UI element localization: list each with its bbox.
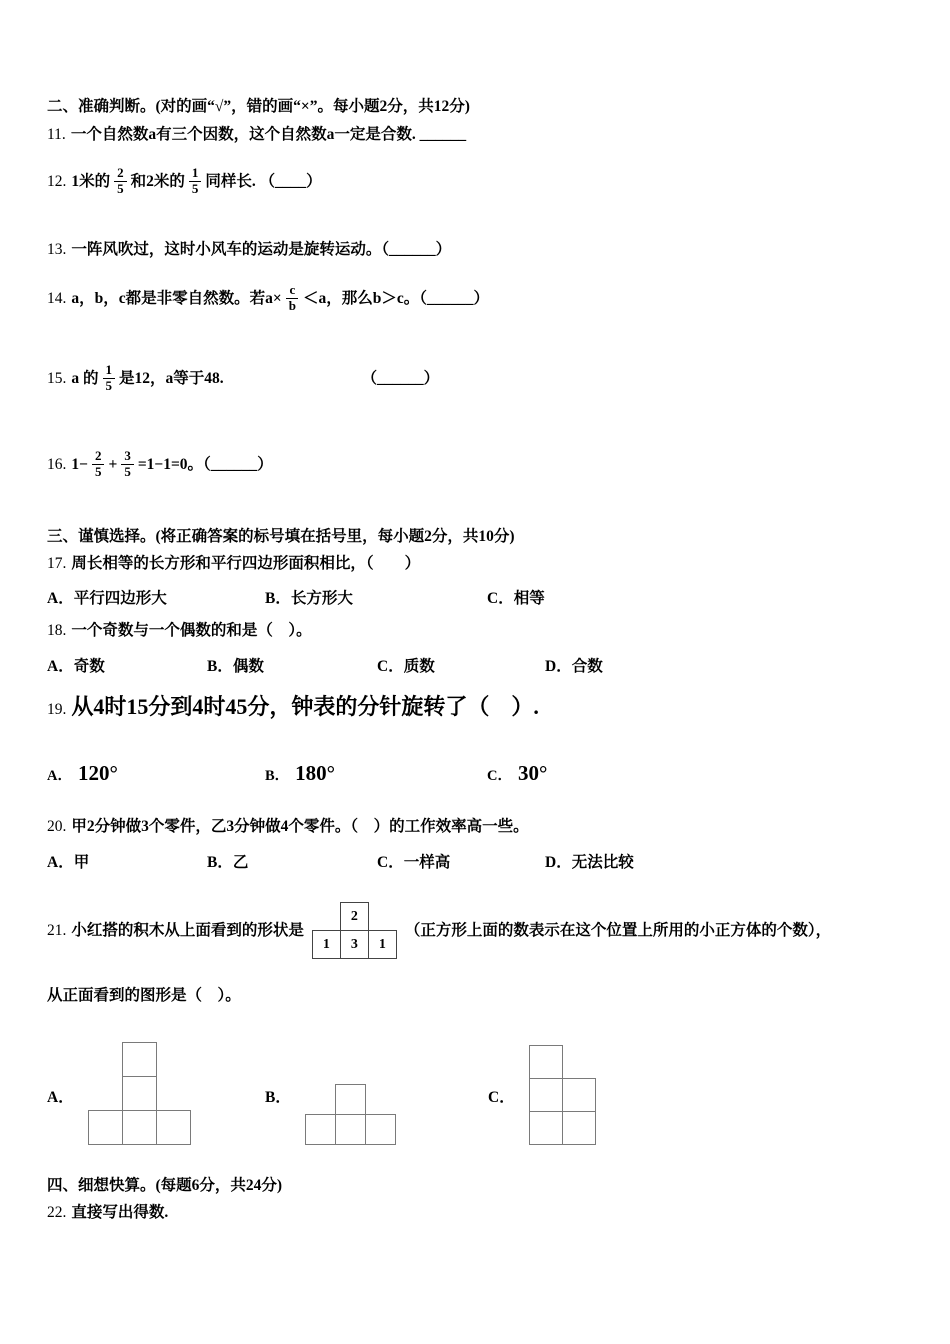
option-a: A． 120°: [47, 761, 118, 785]
question-22: [47, 1202, 905, 1223]
question-text: （正方形上面的数表示在这个位置上所用的小正方体的个数），: [404, 922, 832, 939]
question-19-options: [47, 761, 905, 786]
fraction: $\frac{c}{b}$: [286, 283, 299, 314]
question-text: 从正面看到的图形是（ ）。: [47, 987, 241, 1004]
answer-blank: （______）: [361, 369, 440, 387]
question-number: 18.: [47, 622, 67, 639]
fraction: $\frac{1}{5}$: [189, 166, 202, 197]
top-view-diagram: 2 1 3 1: [312, 902, 397, 959]
question-15: [47, 356, 905, 400]
question-number: 17.: [47, 555, 67, 572]
question-20-options: [47, 850, 905, 872]
option-b: B．乙: [207, 854, 249, 871]
question-text: 是12，a等于48.: [119, 369, 224, 387]
question-14: [47, 276, 905, 320]
question-21-shape-options: [47, 1042, 905, 1145]
question-21: [47, 902, 905, 959]
option-b: B． 180°: [265, 761, 336, 785]
question-13: [47, 239, 905, 260]
front-view-shape-a: [88, 1042, 191, 1145]
option-b: B．偶数: [207, 658, 264, 675]
question-18: [47, 620, 905, 641]
question-text: =1−1=0。（______）: [137, 455, 273, 473]
question-number: 21.: [47, 922, 67, 939]
question-number: 19.: [47, 701, 67, 718]
question-number: 20.: [47, 818, 67, 835]
question-number: 22.: [47, 1204, 67, 1221]
question-11: [47, 124, 905, 145]
section-heading-choice: 三、谨慎选择。(将正确答案的标号填在括号里，每小题2分，共10分): [47, 528, 515, 545]
question-number: 14.: [47, 289, 67, 307]
question-number: 13.: [47, 241, 67, 258]
option-a: A．甲: [47, 854, 90, 871]
option-c: C． 30°: [487, 761, 548, 785]
question-text: 小红搭的积木从上面看到的形状是: [71, 922, 304, 939]
option-d: D．无法比较: [545, 854, 634, 871]
question-number: 11.: [47, 126, 66, 143]
fraction: $\frac{2}{5}$: [114, 166, 127, 197]
option-a: A．奇数: [47, 658, 105, 675]
question-text: 周长相等的长方形和平行四边形面积相比，（ ）: [71, 555, 421, 572]
question-16: [47, 442, 905, 486]
question-number: 15.: [47, 369, 67, 387]
question-text: 直接写出得数.: [71, 1204, 169, 1221]
option-c: C．质数: [377, 658, 435, 675]
shape-option-b: [265, 1042, 488, 1145]
option-c: C．相等: [487, 590, 545, 607]
question-text: 和2米的: [130, 172, 185, 190]
front-view-shape-b: [305, 1084, 396, 1145]
question-19: [47, 692, 905, 725]
question-text: 1−: [71, 455, 88, 473]
question-text: a 的: [71, 369, 99, 387]
option-d: D．合数: [545, 658, 603, 675]
question-number: 16.: [47, 455, 67, 473]
question-18-options: [47, 654, 905, 676]
question-text: 一阵风吹过，这时小风车的运动是旋转运动。（______）: [71, 241, 452, 258]
question-text: 1米的: [71, 172, 111, 190]
question-17-options: [47, 586, 905, 608]
option-label: B．: [265, 1089, 291, 1106]
front-view-shape-c: [529, 1045, 596, 1145]
question-12: [47, 159, 905, 203]
fraction: $\frac{2}{5}$: [92, 449, 105, 480]
question-text: ＜a，那么b＞c。（______）: [302, 289, 489, 307]
question-text: 甲2分钟做3个零件，乙3分钟做4个零件。（ ）的工作效率高一些。: [71, 818, 529, 835]
question-text: 一个自然数a有三个因数，这个自然数a一定是合数. ______: [70, 126, 467, 143]
fraction: $\frac{3}{5}$: [121, 449, 134, 480]
section-heading-calc: 四、细想快算。(每题6分，共24分): [47, 1177, 283, 1194]
question-text: 同样长. （____）: [205, 172, 322, 190]
shape-option-c: [488, 1042, 905, 1145]
option-b: B．长方形大: [265, 590, 353, 607]
fraction: $\frac{1}{5}$: [103, 363, 116, 394]
question-17: [47, 553, 905, 574]
section-heading-judge: 二、准确判断。(对的画“√”，错的画“×”。每小题2分，共12分): [47, 98, 470, 115]
question-text: a，b，c都是非零自然数。若a×: [71, 289, 282, 307]
question-number: 12.: [47, 172, 67, 190]
shape-option-a: [47, 1042, 265, 1145]
question-20: [47, 816, 905, 837]
question-21-continued: [47, 985, 905, 1006]
option-label: C．: [488, 1089, 515, 1106]
question-text: 一个奇数与一个偶数的和是（ ）。: [71, 622, 312, 639]
question-text: 从4时15分到4时45分，钟表的分针旋转了（ ）.: [71, 694, 539, 719]
option-label: A．: [47, 1089, 74, 1106]
question-text: +: [108, 455, 118, 473]
option-c: C．一样高: [377, 854, 451, 871]
option-a: A．平行四边形大: [47, 590, 167, 607]
